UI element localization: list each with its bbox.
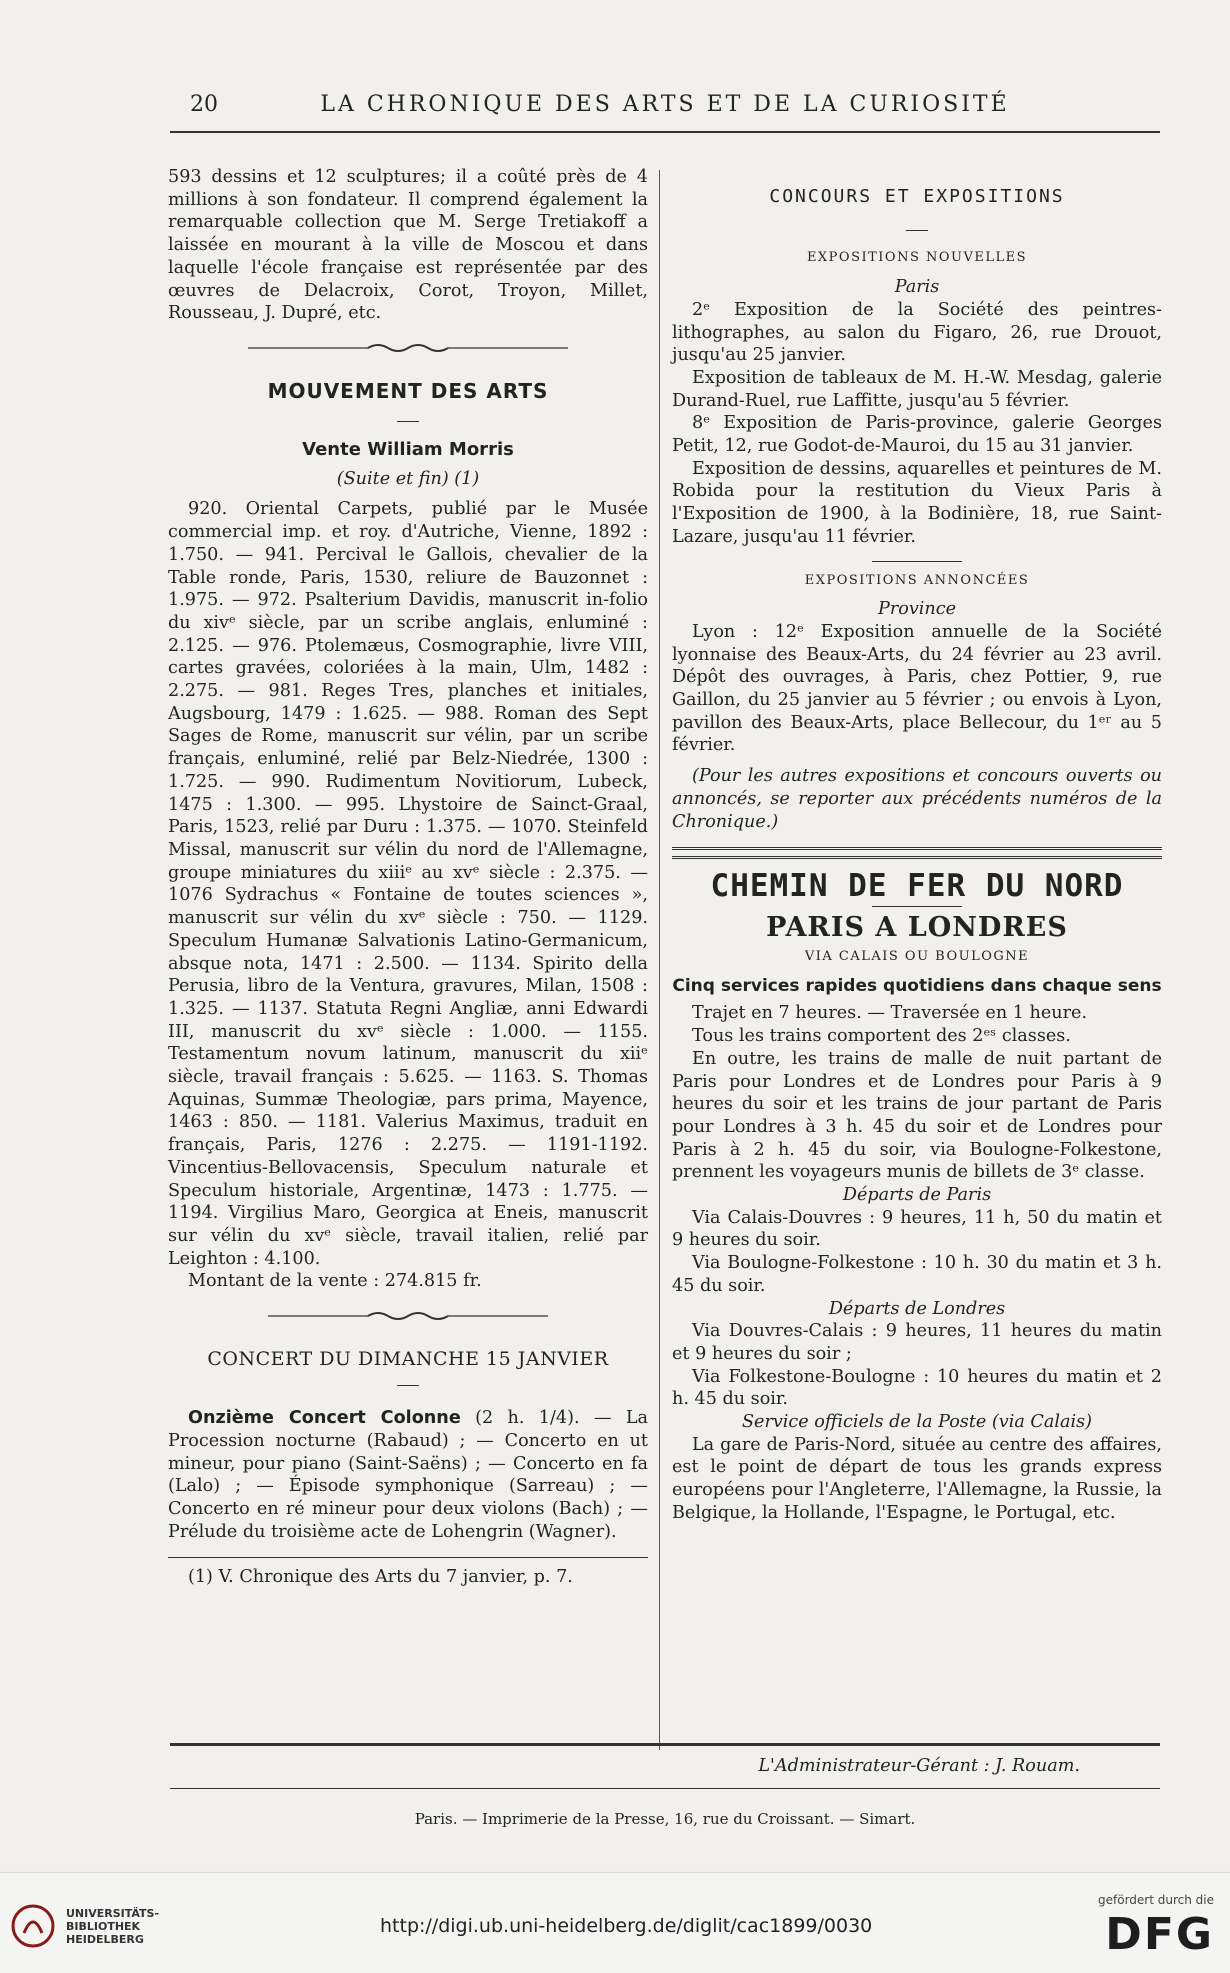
- announced-region: Province: [877, 599, 956, 620]
- bottom-rule-thin: [170, 1788, 1160, 1789]
- left-column: [168, 166, 648, 1589]
- footnote-rule: [168, 1557, 648, 1558]
- departures-paris-1: Via Calais-Douvres : 9 heures, 11 h, 50 du matin et 9 heures du soir.: [672, 1207, 1162, 1251]
- departures-london-2: Via Folkestone-Boulogne : 10 heures du matin et 2 h. 45 du soir.: [672, 1366, 1162, 1410]
- concert-program: (2 h. 1/4). — La Procession nocturne (Rabaud) ; — Concerto en ut mineur, pour piano (Saint-Saëns) ; — Concerto en fa (Lalo) ; — Épisode symphonique (Sarreau) ; — Concerto en ré mineur pour deux violons (Bach) ; — Prélude du troisième acte de Lohengrin (Wagner).: [168, 1408, 649, 1542]
- services-line: Cinq services rapides quotidiens dans chaque sens: [672, 976, 1162, 997]
- concert-paragraph: [168, 1407, 648, 1543]
- digitization-footer: [0, 1872, 1230, 1973]
- route-title: PARIS A LONDRES: [766, 911, 1068, 943]
- new-exhibitions-label: EXPOSITIONS NOUVELLES: [806, 250, 1028, 266]
- sale-title: Vente William Morris: [302, 439, 514, 461]
- page-number: 20: [190, 92, 218, 117]
- ornament-divider-2: [168, 1307, 648, 1330]
- column-divider: [659, 170, 660, 1750]
- intro-paragraph: 593 dessins et 12 sculptures; il a coûté près de 4 millions à son fondateur. Il comprend également la remarquable collection que M. Serge Tretiakoff a laissée en mourant à la ville de Moscou et dans laquelle l'école française est représentée par des œuvres de Delacroix, Corot, Troyon, Millet, Rousseau, J. Dupré, etc.: [168, 167, 648, 324]
- section-title-concert: CONCERT DU DIMANCHE 15 JANVIER: [207, 1347, 609, 1370]
- dfg-logo: DFG: [1105, 1909, 1214, 1960]
- via-label: VIA CALAIS OU BOULOGNE: [804, 948, 1030, 964]
- administrator-line: L'Administrateur-Gérant : J. Rouam.: [758, 1756, 1080, 1776]
- imprint-line: Paris. — Imprimerie de la Presse, 16, rue du Croissant. — Simart.: [414, 1810, 916, 1828]
- short-dash-3: [672, 215, 1162, 238]
- double-rule: [672, 847, 1162, 859]
- short-rule-2: [872, 906, 962, 907]
- classes-line: Tous les trains comportent des 2ᵉˢ classes.: [692, 1026, 1071, 1047]
- university-name: [66, 1907, 159, 1946]
- new-exhibition-3: 8ᵉ Exposition de Paris-province, galerie Georges Petit, 12, rue Godot-de-Mauroi, du 15 au 31 janvier.: [672, 413, 1162, 457]
- new-exhibition-2: Exposition de tableaux de M. H.-W. Mesdag, galerie Durand-Ruel, rue Laffitte, jusqu'au 5 février.: [672, 367, 1162, 411]
- new-exhibition-1: 2ᵉ Exposition de la Société des peintres-lithographes, au salon du Figaro, 26, rue Drouot, jusqu'au 25 janvier.: [672, 299, 1162, 366]
- announced-item: Lyon : 12ᵉ Exposition annuelle de la Société lyonnaise des Beaux-Arts, du 24 février au 23 avril. Dépôt des ouvrages, à Paris, chez Pottier, 9, rue Gaillon, du 25 janvier au 5 février ; ou envois à Lyon, pavillon des Beaux-Arts, place Bellecour, du 1ᵉʳ au 5 février.: [672, 621, 1162, 756]
- short-dash-2: [168, 1370, 648, 1393]
- sale-subtitle: (Suite et fin) (1): [336, 468, 480, 489]
- sponsor-label: gefördert durch die: [1098, 1893, 1214, 1907]
- section-title-concours: CONCOURS ET EXPOSITIONS: [769, 186, 1065, 207]
- footnote: (1) V. Chronique des Arts du 7 janvier, p. 7.: [188, 1567, 573, 1588]
- university-seal-icon: [10, 1903, 56, 1949]
- post-label: Service officiels de la Poste (via Calais): [741, 1412, 1093, 1433]
- sale-total: Montant de la vente : 274.815 fr.: [188, 1271, 482, 1292]
- new-city: Paris: [894, 277, 940, 298]
- rail-company-title: CHEMIN DE FER DU NORD: [710, 868, 1124, 905]
- ornament-divider: [168, 339, 648, 362]
- departures-london-1: Via Douvres-Calais : 9 heures, 11 heures du matin et 9 heures du soir ;: [672, 1321, 1162, 1364]
- header-rule: [170, 131, 1160, 133]
- departures-london-label: Départs de Londres: [828, 1298, 1006, 1319]
- departures-paris-label: Départs de Paris: [842, 1185, 992, 1206]
- night-trains: En outre, les trains de malle de nuit partant de Paris pour Londres et de Londres pour Paris à 9 heures du soir et les trains de jour partant de Paris pour Londres à 3 h. 45 du soir et de Londres pour Paris à 2 h. 45 du soir, via Boulogne-Folkestone, prennent les voyageurs munis de billets de 3ᵉ classe.: [672, 1048, 1162, 1183]
- journal-title: LA CHRONIQUE DES ARTS ET DE LA CURIOSITÉ: [320, 92, 1010, 117]
- post-text: La gare de Paris-Nord, située au centre des affaires, est le point de départ de tous les grands express européens pour l'Angleterre, l'Allemagne, la Russie, la Belgique, la Hollande, l'Espagne, le Portugal, etc.: [672, 1434, 1162, 1523]
- concert-lead: Onzième Concert Colonne: [188, 1408, 461, 1429]
- departures-paris-2: Via Boulogne-Folkestone : 10 h. 30 du matin et 3 h. 45 du soir.: [672, 1253, 1162, 1296]
- right-column: [672, 186, 1162, 1525]
- section-title-mouvement: MOUVEMENT DES ARTS: [267, 378, 549, 403]
- uni-line-1: UNIVERSITÄTS-: [66, 1907, 160, 1920]
- new-exhibition-4: Exposition de dessins, aquarelles et peintures de M. Robida pour la restitution du Vieux Paris à l'Exposition de 1900, à la Bodinière, 18, rue Saint-Lazare, jusqu'au 11 février.: [672, 458, 1162, 547]
- sale-list: 920. Oriental Carpets, publié par le Musée commercial imp. et roy. d'Autriche, Vienne, 1892 : 1.750. — 941. Percival le Gallois, chevalier de la Table ronde, Paris, 1530, reliure de Bauzonnet : 1.975. — 972. Psalterium Davidis, manuscrit in-folio du xivᵉ siècle, par un scribe anglais, enluminé : 2.125. — 976. Ptolemæus, Cosmographie, livre VIII, cartes gravées, coloriées à la main, Ulm, 1482 : 2.275. — 981. Reges Tres, planches et initiales, Augsbourg, 1479 : 1.625. — 988. Roman des Sept Sages de Rome, manuscrit sur vélin, par un scribe français, enluminé, relié par Belz-Niedrée, 1300 : 1.725. — 990. Rudimentum Novitiorum, Lubeck, 1475 : 1.300. — 995. Lhystoire de Sainct-Graal, Paris, 1523, relié par Duru : 1.375. — 1070. Steinfeld Missal, manuscrit sur vélin du nord de l'Allemagne, groupe miniatures du xiiiᵉ au xvᵉ siècle : 2.375. — 1076 Sydrachus « Fontaine de toutes sciences », manuscrit sur vélin du xvᵉ siècle : 750. — 1129. Speculum Humanæ Salvationis Latino-Germanicum, absque nota, 1471 : 2.500. — 1134. Spirito della Perusia, libro de la Ventura, gravures, Milan, 1508 : 1.325. — 1137. Statuta Regni Angliæ, anni Edwardi III, manuscrit du xvᵉ siècle : 1.000. — 1155. Testamentum novum latinum, manuscrit du xiiᵉ siècle, travail français : 5.625. — 1163. S. Thomas Aquinas, Summæ Theologiæ, pars prima, Mayence, 1463 : 850. — 1181. Valerius Maximus, traduit en français, Paris, 1276 : 2.275. — 1191-1192. Vincentius-Bellovacensis, Speculum naturale et Speculum historiale, Argentinæ, 1473 : 1.775. — 1194. Virgilius Maro, Georgica at Eneis, manuscrit sur vélin du xvᵉ siècle, travail italien, relié par Leighton : 4.100.: [168, 499, 648, 1269]
- announced-label: EXPOSITIONS ANNONCÉES: [804, 572, 1030, 588]
- see-other-note: (Pour les autres expositions et concours ouverts ou annoncés, se reporter aux précédents numéros de la Chronique.): [672, 766, 1162, 832]
- bottom-rule: [170, 1743, 1160, 1746]
- page-header: [170, 92, 1160, 126]
- permalink[interactable]: http://digi.ub.uni-heidelberg.de/diglit/cac1899/0030: [380, 1915, 873, 1937]
- short-rule: [872, 561, 962, 562]
- uni-line-3: HEIDELBERG: [66, 1933, 144, 1946]
- short-dash: [168, 406, 648, 429]
- trajet-line: Trajet en 7 heures. — Traversée en 1 heure.: [692, 1003, 1088, 1024]
- uni-line-2: BIBLIOTHEK: [66, 1920, 141, 1933]
